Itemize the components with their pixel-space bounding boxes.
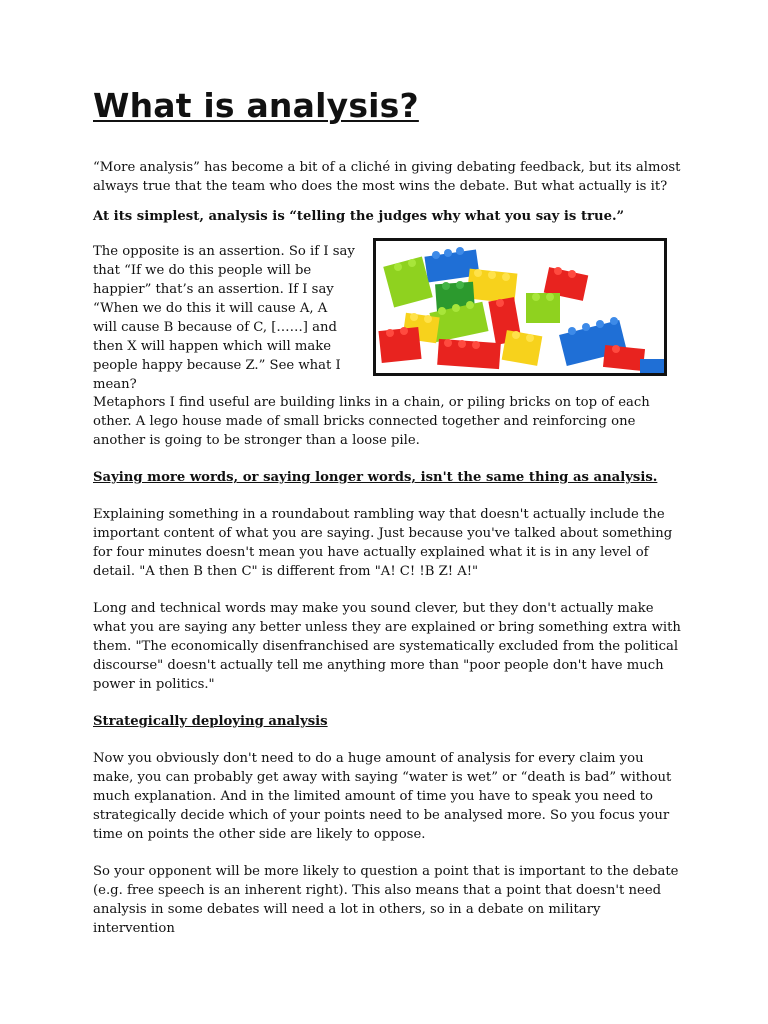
lego-bricks-illustration: [376, 241, 664, 373]
section-heading-words: Saying more words, or saying longer words, isn't the same thing as analysis.: [93, 470, 658, 485]
technical-words-paragraph: Long and technical words may make you sound clever, but they don't actually make what you are saying any better unless they are explained or bring something extra with them. "The economically disenfranchised are systematically excluded from the political discourse" doesn't actually tell me anything more than "poor people don't have much power in politics.": [93, 601, 681, 692]
rambling-paragraph: Explaining something in a roundabout rambling way that doesn't actually include the important content of what you are saying. Just because you've talked about something for four minutes doesn't mean you have actually explained what it is in any level of detail. "A then B then C" is different from "A! C! !B Z! A!": [93, 507, 673, 579]
intro-paragraph: “More analysis” has become a bit of a cliché in giving debating feedback, but its almost always true that the team who does the most wins the debate. But what actually is it?: [93, 160, 681, 194]
brick-lime-center: [526, 293, 560, 323]
assertion-paragraph: The opposite is an assertion. So if I say that “If we do this people will be happier” that’s an assertion. If I say “When we do this it will cause A, A will cause B because of C, [……] and then X will happen which will make people happy because Z.” See what I mean?: [93, 244, 355, 392]
lego-bricks-image: [373, 238, 667, 376]
metaphors-paragraph: Metaphors I find useful are building links in a chain, or piling bricks on top of each other. A lego house made of small bricks connected together and reinforcing one another is going to be stronger than a loose pile.: [93, 395, 650, 448]
opponent-paragraph: So your opponent will be more likely to question a point that is important to the debate (e.g. free speech is an inherent right). This also means that a point that doesn't need analysis in some debates will need a lot in others, so in a debate on military intervention: [93, 864, 679, 936]
definition-paragraph: At its simplest, analysis is “telling the judges why what you say is true.”: [93, 209, 625, 224]
brick-red-right: [603, 345, 645, 371]
brick-red-front: [437, 339, 501, 369]
strategy-paragraph: Now you obviously don't need to do a huge amount of analysis for every claim you make, you can probably get away with saying “water is wet” or “death is bad” without much explanation. And in the limited amount of time you have to speak you need to strategically decide which of your points need to be analysed more. So you focus your time on points the other side are likely to oppose.: [93, 751, 672, 842]
assertion-section: [93, 242, 683, 392]
brick-blue-edge: [640, 359, 664, 373]
page-title: What is analysis?: [93, 86, 419, 125]
section-heading-strategy: Strategically deploying analysis: [93, 714, 328, 729]
brick-red-front-left: [378, 327, 421, 363]
brick-yellow-front: [502, 330, 543, 366]
document-page: [93, 86, 683, 938]
